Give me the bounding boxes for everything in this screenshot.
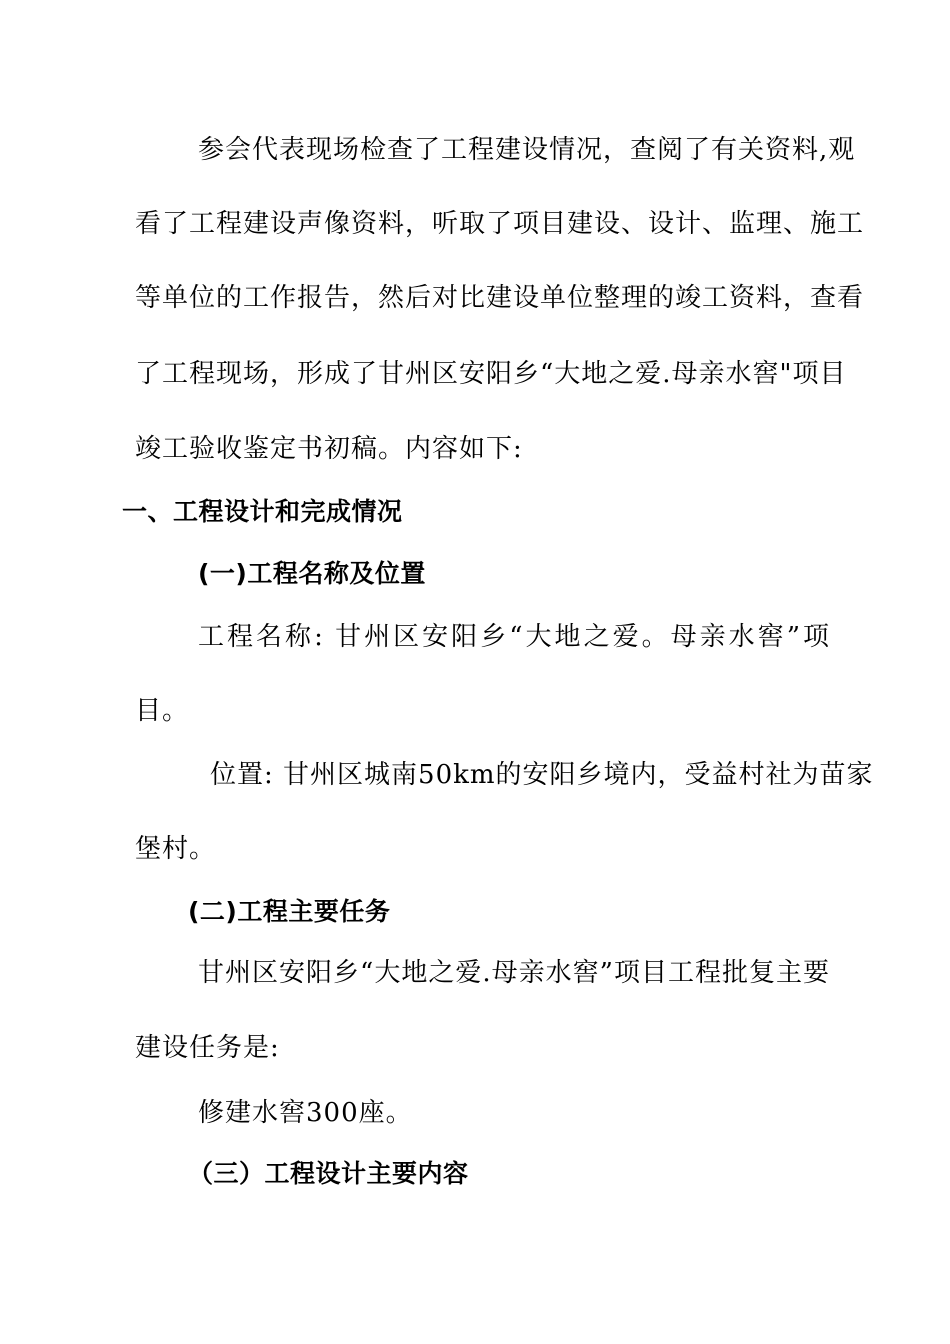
location-line: 位置: 甘州区城南50km的安阳乡境内，受益村社为苗家 — [210, 760, 874, 790]
task-line: 甘州区安阳乡“大地之爱.母亲水窖”项目工程批复主要 — [198, 958, 830, 988]
paragraph-line: 等单位的工作报告，然后对比建设单位整理的竣工资料，查看 — [135, 283, 865, 313]
subsection-heading: (二)工程主要任务 — [188, 897, 391, 926]
project-name-line: 目。 — [135, 696, 190, 726]
section-heading: 一、工程设计和完成情况 — [122, 497, 403, 526]
location-line: 堡村。 — [135, 834, 217, 864]
subsection-heading: (一)工程名称及位置 — [198, 559, 426, 588]
paragraph-line: 参会代表现场检查了工程建设情况，查阅了有关资料,观 — [198, 135, 856, 165]
task-detail: 修建水窖300座。 — [198, 1098, 413, 1128]
subsection-heading: （三）工程设计主要内容 — [188, 1159, 469, 1188]
project-name-line: 工程名称: 甘州区安阳乡“大地之爱。母亲水窖”项 — [198, 622, 830, 652]
task-line: 建设任务是: — [135, 1033, 280, 1063]
paragraph-line: 看了工程建设声像资料，听取了项目建设、设计、监理、施工 — [135, 209, 865, 239]
paragraph-line: 了工程现场，形成了甘州区安阳乡“大地之爱.母亲水窖"项目 — [135, 359, 847, 389]
paragraph-line: 竣工验收鉴定书初稿。内容如下: — [135, 434, 523, 464]
